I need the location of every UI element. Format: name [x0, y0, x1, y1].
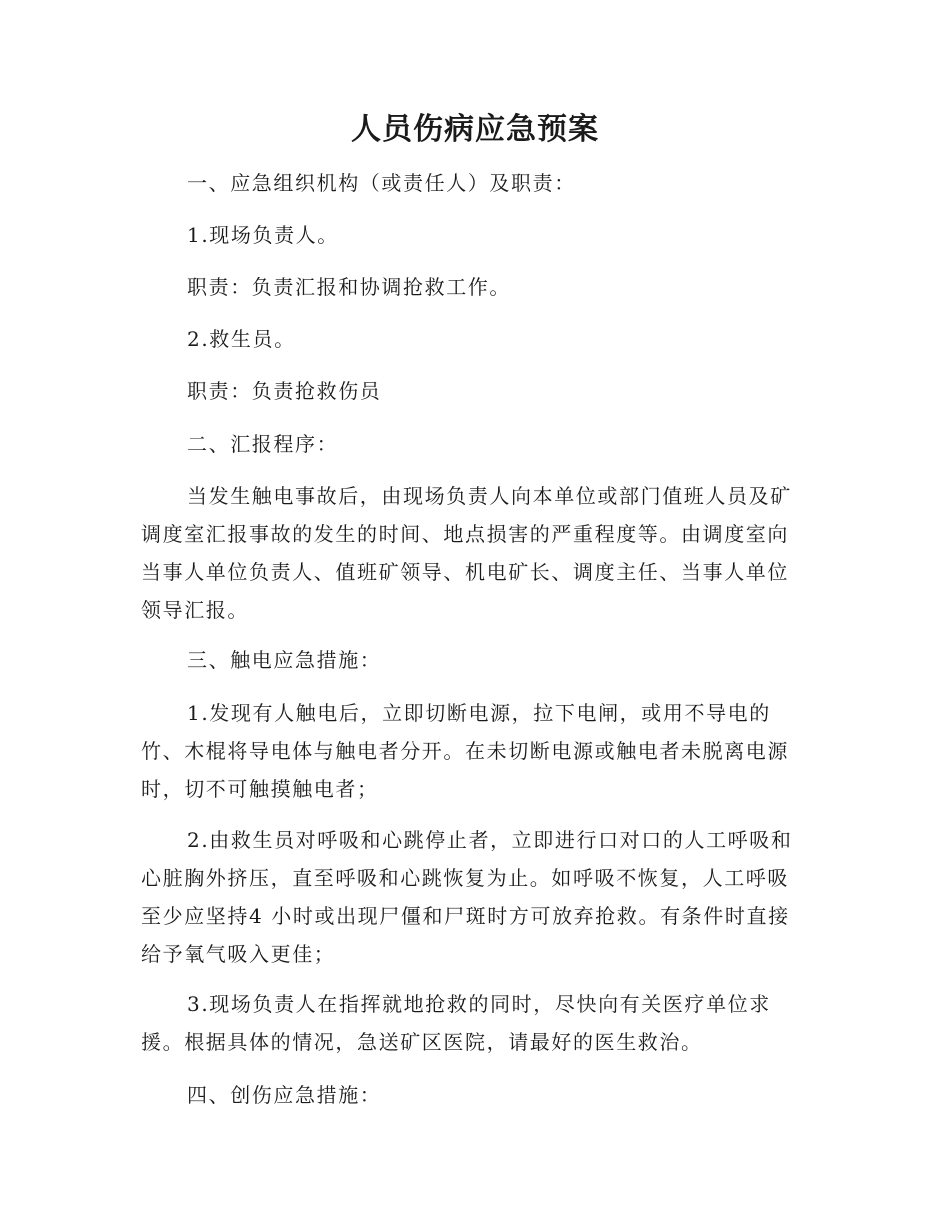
paragraph-reporting	[141, 477, 801, 629]
item-site-leader	[141, 216, 801, 254]
duty-lifeguard	[141, 372, 801, 410]
text-line: 四、创伤应急措施：	[187, 1083, 382, 1107]
text-line: 援。根据具体的情况，急送矿区医院，请最好的医生救治。	[141, 1030, 703, 1054]
text-line: 三、触电应急措施：	[187, 648, 382, 672]
text-line: 3.现场负责人在指挥就地抢救的同时，尽快向有关医疗单位求	[187, 992, 771, 1016]
text-line: 时，切不可触摸触电者；	[141, 777, 379, 801]
text-line: 职责：负责汇报和协调抢救工作。	[187, 275, 511, 299]
duty-site-leader	[141, 268, 801, 306]
text-line: 心脏胸外挤压，直至呼吸和心跳恢复为止。如呼吸不恢复，人工呼吸	[141, 866, 789, 890]
text-line: 一、应急组织机构（或责任人）及职责：	[187, 171, 576, 195]
section-heading-organization	[141, 164, 801, 202]
text-line: 1.现场负责人。	[187, 223, 339, 247]
section-heading-trauma	[141, 1076, 801, 1114]
text-line: 2.救生员。	[187, 327, 296, 351]
text-line: 给予氧气吸入更佳；	[141, 942, 336, 966]
document-title: 人员伤病应急预案	[351, 112, 599, 147]
text-line: 领导汇报。	[141, 598, 249, 622]
text-line: 竹、木棍将导电体与触电者分开。在未切断电源或触电者未脱离电源	[141, 739, 789, 763]
paragraph-shock-step-2	[141, 821, 801, 973]
text-line: 二、汇报程序：	[187, 432, 339, 456]
paragraph-shock-step-3	[141, 985, 801, 1061]
text-line: 1.发现有人触电后，立即切断电源，拉下电闸，或用不导电的	[187, 701, 771, 725]
text-line: 当事人单位负责人、值班矿领导、机电矿长、调度主任、当事人单位	[141, 560, 789, 584]
section-heading-reporting	[141, 425, 801, 463]
text-line: 调度室汇报事故的发生的时间、地点损害的严重程度等。由调度室向	[141, 522, 789, 546]
text-line: 2.由救生员对呼吸和心跳停止者，立即进行口对口的人工呼吸和	[187, 828, 793, 852]
paragraph-shock-step-1	[141, 694, 801, 808]
text-line: 当发生触电事故后，由现场负责人向本单位或部门值班人员及矿	[187, 484, 792, 508]
text-line: 至少应坚持4 小时或出现尸僵和尸斑时方可放弃抢救。有条件时直接	[141, 904, 790, 928]
text-line: 职责：负责抢救伤员	[187, 379, 382, 403]
section-heading-electric-shock	[141, 641, 801, 679]
item-lifeguard	[141, 320, 801, 358]
